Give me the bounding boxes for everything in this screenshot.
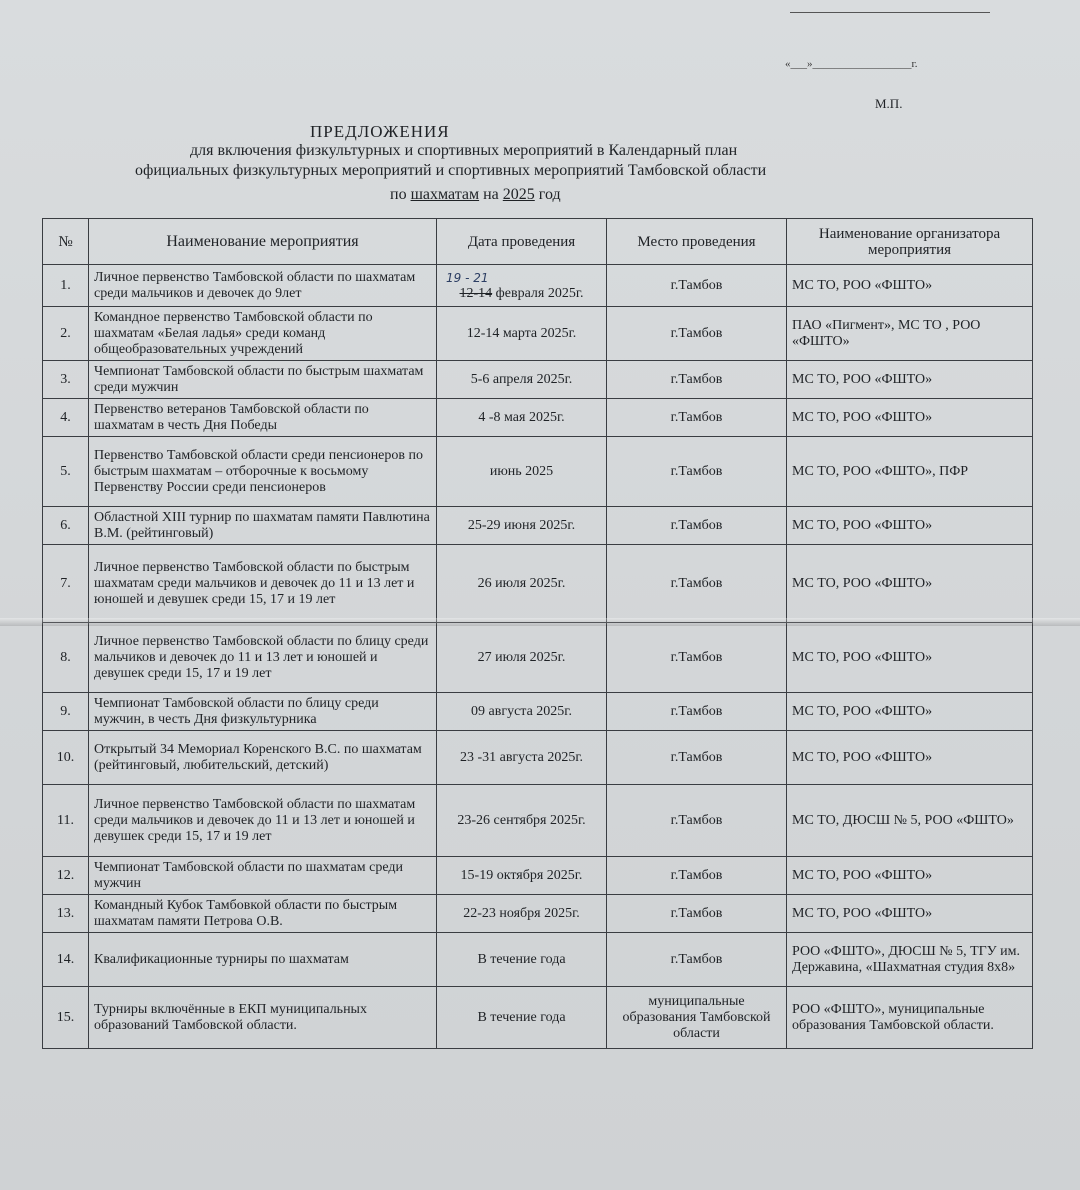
row-num: 6. xyxy=(43,507,89,545)
row-place: г.Тамбов xyxy=(607,895,787,933)
row-num: 4. xyxy=(43,399,89,437)
table-row xyxy=(43,987,1033,1049)
row-name: Первенство Тамбовской области среди пенсионеров по быстрым шахматам – отборочные к восьмому Первенству России среди пенсионеров xyxy=(89,437,437,507)
row-num: 10. xyxy=(43,731,89,785)
row-num: 8. xyxy=(43,623,89,693)
row-place: муниципальные образования Тамбовской области xyxy=(607,987,787,1049)
row-organizer: МС ТО, РОО «ФШТО» xyxy=(787,731,1033,785)
row-date: 4 -8 мая 2025г. xyxy=(437,399,607,437)
row-organizer: МС ТО, ДЮСШ № 5, РОО «ФШТО» xyxy=(787,785,1033,857)
row-num: 5. xyxy=(43,437,89,507)
row-num: 11. xyxy=(43,785,89,857)
table-row xyxy=(43,857,1033,895)
row-name: Чемпионат Тамбовской области по блицу среди мужчин, в честь Дня физкультурника xyxy=(89,693,437,731)
row-date: 5-6 апреля 2025г. xyxy=(437,361,607,399)
row-name: Первенство ветеранов Тамбовской области по шахматам в честь Дня Победы xyxy=(89,399,437,437)
row-name: Личное первенство Тамбовской области по шахматам среди мальчиков и девочек до 9лет xyxy=(89,265,437,307)
row-place: г.Тамбов xyxy=(607,307,787,361)
table-row xyxy=(43,785,1033,857)
row-place: г.Тамбов xyxy=(607,693,787,731)
row-organizer: МС ТО, РОО «ФШТО» xyxy=(787,857,1033,895)
table-header-row xyxy=(43,219,1033,265)
row-place: г.Тамбов xyxy=(607,265,787,307)
row-organizer: МС ТО, РОО «ФШТО» xyxy=(787,545,1033,623)
row-place: г.Тамбов xyxy=(607,545,787,623)
row-name: Личное первенство Тамбовской области по блицу среди мальчиков и девочек до 11 и 13 лет и юношей и девушек среди 15, 17 и 19 лет xyxy=(89,623,437,693)
title-mid: на xyxy=(483,186,499,203)
row-name: Чемпионат Тамбовской области по быстрым шахматам среди мужчин xyxy=(89,361,437,399)
row-name: Личное первенство Тамбовской области по быстрым шахматам среди мальчиков и девочек до 11 и 13 лет и юношей и девушек среди 15, 17 и 19 лет xyxy=(89,545,437,623)
row-date: 25-29 июня 2025г. xyxy=(437,507,607,545)
title-line-2: для включения физкультурных и спортивных мероприятий в Календарный план xyxy=(190,142,738,159)
row-num: 7. xyxy=(43,545,89,623)
row-organizer: МС ТО, РОО «ФШТО» xyxy=(787,399,1033,437)
row-num: 15. xyxy=(43,987,89,1049)
table-row xyxy=(43,545,1033,623)
title-line-3: официальных физкультурных мероприятий и спортивных мероприятий Тамбовской области xyxy=(135,162,767,179)
table-row xyxy=(43,895,1033,933)
paper-fold-line xyxy=(0,618,1080,626)
row-place: г.Тамбов xyxy=(607,731,787,785)
title-prefix: по xyxy=(390,186,407,203)
row-place: г.Тамбов xyxy=(607,399,787,437)
row-date: 26 июля 2025г. xyxy=(437,545,607,623)
table-row xyxy=(43,933,1033,987)
struck-date: 12-14 xyxy=(459,285,493,301)
row-organizer: МС ТО, РОО «ФШТО» xyxy=(787,895,1033,933)
header-organizer: Наименование организатора мероприятия xyxy=(787,219,1033,265)
row-date: 15-19 октября 2025г. xyxy=(437,857,607,895)
row-name: Чемпионат Тамбовской области по шахматам среди мужчин xyxy=(89,857,437,895)
row-date: июнь 2025 xyxy=(437,437,607,507)
table-row xyxy=(43,507,1033,545)
row-organizer: МС ТО, РОО «ФШТО» xyxy=(787,693,1033,731)
table-row xyxy=(43,437,1033,507)
row-organizer: ПАО «Пигмент», МС ТО , РОО «ФШТО» xyxy=(787,307,1033,361)
row-place: г.Тамбов xyxy=(607,933,787,987)
row-num: 3. xyxy=(43,361,89,399)
table-row xyxy=(43,361,1033,399)
header-date: Дата проведения xyxy=(437,219,607,265)
row-date: 09 августа 2025г. xyxy=(437,693,607,731)
row-place: г.Тамбов xyxy=(607,785,787,857)
row-date: 23-26 сентября 2025г. xyxy=(437,785,607,857)
row-place: г.Тамбов xyxy=(607,437,787,507)
row-place: г.Тамбов xyxy=(607,857,787,895)
header-name: Наименование мероприятия xyxy=(89,219,437,265)
row-num: 1. xyxy=(43,265,89,307)
row-organizer: РОО «ФШТО», ДЮСШ № 5, ТГУ им. Державина, «Шахматная студия 8х8» xyxy=(787,933,1033,987)
row-organizer: МС ТО, РОО «ФШТО», ПФР xyxy=(787,437,1033,507)
title-sport: шахматам xyxy=(410,186,480,203)
row-num: 9. xyxy=(43,693,89,731)
row-name: Областной XIII турнир по шахматам памяти Павлютина В.М. (рейтинговый) xyxy=(89,507,437,545)
title-suffix: год xyxy=(538,186,561,203)
date-text: февраля 2025г. xyxy=(495,285,584,301)
table-row xyxy=(43,307,1033,361)
row-num: 14. xyxy=(43,933,89,987)
row-date xyxy=(437,265,607,307)
approval-date-line: «___»__________________г. xyxy=(785,58,918,70)
row-name: Личное первенство Тамбовской области по шахматам среди мальчиков и девочек до 11 и 13 лет и юношей и девушек среди 15, 17 и 19 лет xyxy=(89,785,437,857)
table-row xyxy=(43,399,1033,437)
row-date: В течение года xyxy=(437,987,607,1049)
header-place: Место проведения xyxy=(607,219,787,265)
row-date: 12-14 марта 2025г. xyxy=(437,307,607,361)
table-row xyxy=(43,265,1033,307)
row-name: Квалификационные турниры по шахматам xyxy=(89,933,437,987)
row-place: г.Тамбов xyxy=(607,507,787,545)
handwritten-date-correction: 19 - 21 xyxy=(446,270,489,285)
events-table-wrap xyxy=(42,218,1032,1049)
header-num: № xyxy=(43,219,89,265)
table-row xyxy=(43,731,1033,785)
table-row xyxy=(43,693,1033,731)
row-organizer: МС ТО, РОО «ФШТО» xyxy=(787,361,1033,399)
row-name: Турниры включённые в ЕКП муниципальных образований Тамбовской области. xyxy=(89,987,437,1049)
row-date: 23 -31 августа 2025г. xyxy=(437,731,607,785)
row-organizer: РОО «ФШТО», муниципальные образования Тамбовской области. xyxy=(787,987,1033,1049)
row-num: 2. xyxy=(43,307,89,361)
title-line-4 xyxy=(390,186,561,204)
row-name: Командное первенство Тамбовской области по шахматам «Белая ладья» среди команд общеобразовательных учреждений xyxy=(89,307,437,361)
row-place: г.Тамбов xyxy=(607,623,787,693)
title-line-1: ПРЕДЛОЖЕНИЯ xyxy=(310,122,450,141)
row-date: 27 июля 2025г. xyxy=(437,623,607,693)
row-date: В течение года xyxy=(437,933,607,987)
table-row xyxy=(43,623,1033,693)
row-organizer: МС ТО, РОО «ФШТО» xyxy=(787,623,1033,693)
title-year: 2025 xyxy=(502,186,535,203)
row-organizer: МС ТО, РОО «ФШТО» xyxy=(787,507,1033,545)
stamp-place-label: М.П. xyxy=(875,96,903,111)
signature-line xyxy=(790,12,990,13)
row-num: 12. xyxy=(43,857,89,895)
row-name: Командный Кубок Тамбовкой области по быстрым шахматам памяти Петрова О.В. xyxy=(89,895,437,933)
row-name: Открытый 34 Мемориал Коренского В.С. по шахматам (рейтинговый, любительский, детский) xyxy=(89,731,437,785)
events-table xyxy=(42,218,1033,1049)
row-organizer: МС ТО, РОО «ФШТО» xyxy=(787,265,1033,307)
row-date: 22-23 ноября 2025г. xyxy=(437,895,607,933)
row-place: г.Тамбов xyxy=(607,361,787,399)
row-num: 13. xyxy=(43,895,89,933)
